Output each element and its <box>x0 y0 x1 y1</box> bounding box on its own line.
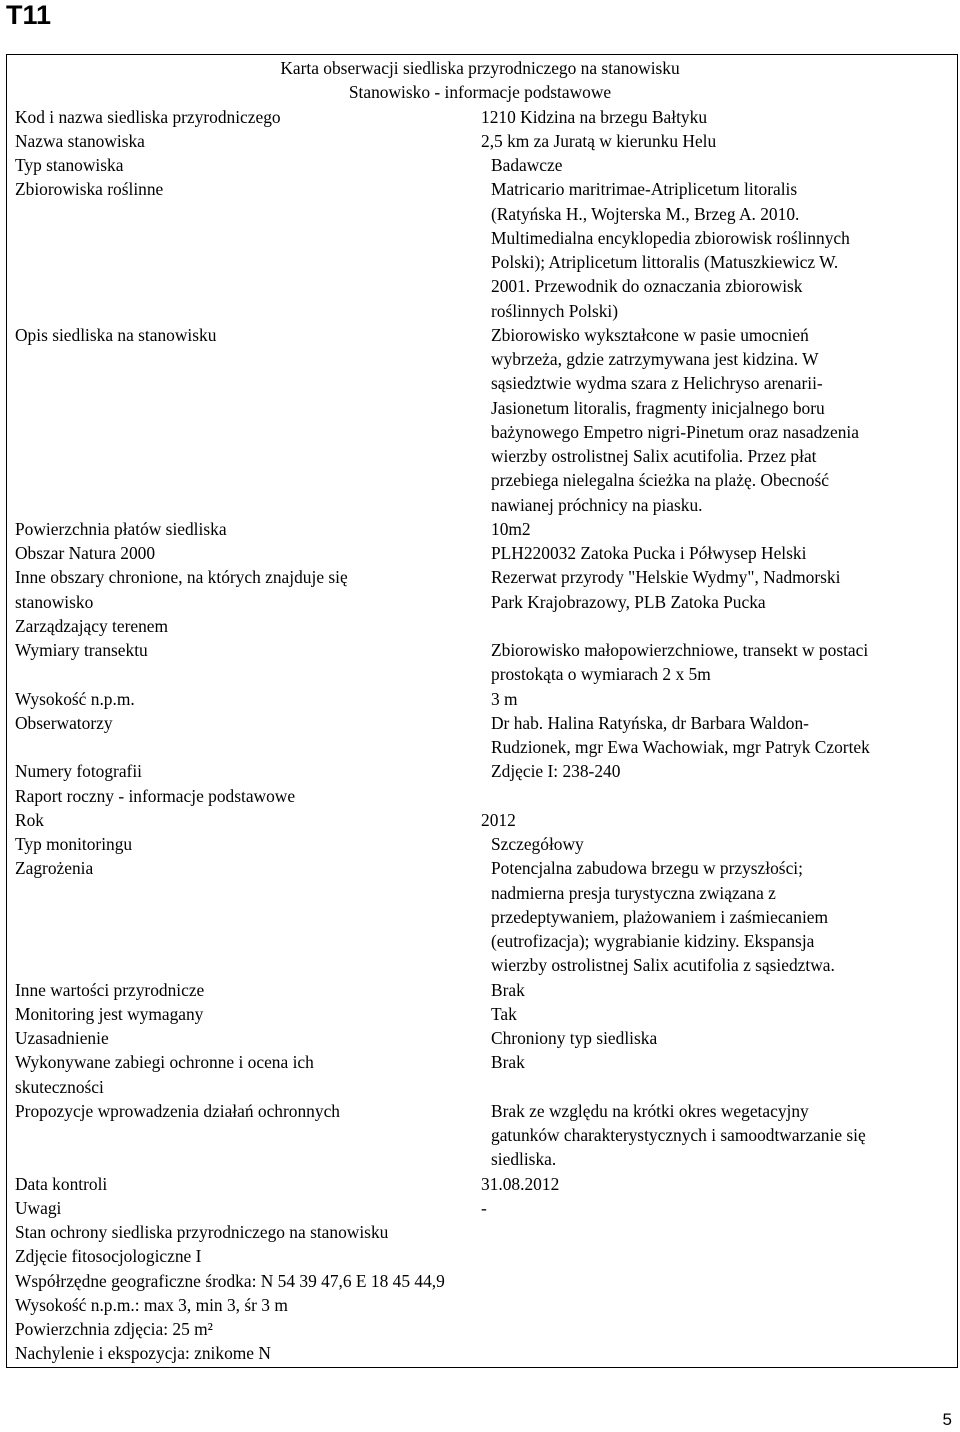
photo-info-line: Współrzędne geograficzne środka: N 54 39 47,6 E 18 45 44,9 <box>15 1270 445 1291</box>
field-label: Numery fotografii <box>15 761 143 782</box>
field-value: 2001. Przewodnik do oznaczania zbiorowisk <box>491 276 803 297</box>
document-label: T11 <box>6 0 52 30</box>
field-label: skuteczności <box>15 1076 104 1097</box>
card-subtitle: Stanowisko - informacje podstawowe <box>348 82 612 103</box>
field-value: nadmierna presja turystyczna związana z <box>491 882 776 903</box>
field-label: Typ stanowiska <box>15 155 124 175</box>
field-value: Park Krajobrazowy, PLB Zatoka Pucka <box>491 591 766 612</box>
field-label: Uzasadnienie <box>15 1028 109 1048</box>
field-value: Tak <box>491 1003 517 1024</box>
field-value: Brak ze względu na krótki okres wegetacyjny <box>491 1100 809 1121</box>
field-label: Stan ochrony siedliska przyrodniczego na stanowisku <box>15 1222 389 1242</box>
field-label: Zarządzający terenem <box>15 615 169 636</box>
field-label: Inne obszary chronione, na których znajduje się <box>15 567 348 588</box>
field-value: 10m2 <box>491 518 531 539</box>
field-value: przedeptywaniem, plażowaniem i zaśmiecaniem <box>491 906 829 927</box>
field-label: Raport roczny - informacje podstawowe <box>15 785 296 806</box>
field-value: Zdjęcie I: 238-240 <box>491 761 621 782</box>
field-value: prostokąta o wymiarach 2 x 5m <box>491 664 711 685</box>
field-value: gatunków charakterystycznych i samoodtwarzanie się <box>491 1125 866 1145</box>
field-value: Szczegółowy <box>491 834 584 854</box>
photo-info-line: Zdjęcie fitosocjologiczne I <box>15 1246 202 1267</box>
field-label: Rok <box>15 809 44 830</box>
field-value: Brak <box>491 979 525 1000</box>
field-value: Dr hab. Halina Ratyńska, dr Barbara Waldon- <box>491 712 809 733</box>
field-label: stanowisko <box>15 591 94 612</box>
field-value: 31.08.2012 <box>481 1173 560 1194</box>
field-value: Polski); Atriplicetum littoralis (Matuszkiewicz W. <box>491 252 839 272</box>
field-value: nawianej próchnicy na piasku. <box>491 494 703 515</box>
field-label: Zbiorowiska roślinne <box>15 179 164 200</box>
field-label: Monitoring jest wymagany <box>15 1003 204 1024</box>
field-label: Obszar Natura 2000 <box>15 543 156 563</box>
field-value: bażynowego Empetro nigri-Pinetum oraz nasadzenia <box>491 421 859 442</box>
field-value: 1210 Kidzina na brzegu Bałtyku <box>481 106 708 127</box>
field-value: wierzby ostrolistnej Salix acutifolia z sąsiedztwa. <box>491 955 835 976</box>
photo-info-line: Nachylenie i ekspozycja: znikome N <box>15 1343 271 1364</box>
field-value: Chroniony typ siedliska <box>491 1028 658 1048</box>
field-value: 2,5 km za Juratą w kierunku Helu <box>481 130 717 151</box>
field-label: Inne wartości przyrodnicze <box>15 979 205 1000</box>
field-value: Zbiorowisko małopowierzchniowe, transekt w postaci <box>491 640 869 660</box>
field-value: Jasionetum litoralis, fragmenty inicjalnego boru <box>491 397 825 418</box>
field-value: wierzby ostrolistnej Salix acutifolia. Przez płat <box>491 446 817 466</box>
field-value: (Ratyńska H., Wojterska M., Brzeg A. 2010. <box>491 203 800 224</box>
field-label: Typ monitoringu <box>15 834 133 854</box>
field-value: Rudzionek, mgr Ewa Wachowiak, mgr Patryk Czortek <box>491 737 870 757</box>
field-value: 2012 <box>481 809 516 830</box>
field-label: Propozycje wprowadzenia działań ochronnych <box>15 1100 340 1121</box>
field-label: Obserwatorzy <box>15 712 113 733</box>
field-label: Uwagi <box>15 1197 62 1218</box>
field-value: Badawcze <box>491 155 563 175</box>
field-label: Wymiary transektu <box>15 640 148 660</box>
field-value: Matricario maritrimae-Atriplicetum litoralis <box>491 179 798 200</box>
field-value: Zbiorowisko wykształcone w pasie umocnień <box>491 324 809 345</box>
page-number: 5 <box>942 1410 952 1429</box>
field-label: Wykonywane zabiegi ochronne i ocena ich <box>15 1052 314 1073</box>
field-value: sąsiedztwie wydma szara z Helichryso arenarii- <box>491 373 823 394</box>
card-title: Karta obserwacji siedliska przyrodniczego na stanowisku <box>280 58 680 78</box>
field-label: Data kontroli <box>15 1173 108 1194</box>
field-value: siedliska. <box>491 1149 557 1170</box>
field-label: Nazwa stanowiska <box>15 130 145 151</box>
field-value: Multimedialna encyklopedia zbiorowisk roślinnych <box>491 227 850 248</box>
photo-info-line: Powierzchnia zdjęcia: 25 m² <box>15 1319 213 1339</box>
field-value: 3 m <box>491 688 518 709</box>
field-value: roślinnych Polski) <box>491 300 619 321</box>
field-value: przebiega nielegalna ścieżka na plażę. Obecność <box>491 470 829 491</box>
field-value: Brak <box>491 1052 525 1073</box>
field-value: (eutrofizacja); wygrabianie kidziny. Ekspansja <box>491 931 815 951</box>
field-label: Wysokość n.p.m. <box>15 688 135 709</box>
field-value: PLH220032 Zatoka Pucka i Półwysep Helski <box>491 543 807 563</box>
field-value: Rezerwat przyrody "Helskie Wydmy", Nadmorski <box>491 567 841 588</box>
field-label: Opis siedliska na stanowisku <box>15 324 217 345</box>
field-value: Potencjalna zabudowa brzegu w przyszłości; <box>491 858 803 879</box>
field-label: Powierzchnia płatów siedliska <box>15 518 227 539</box>
field-value: - <box>481 1197 487 1218</box>
field-value: wybrzeża, gdzie zatrzymywana jest kidzina. W <box>491 349 819 369</box>
field-label: Zagrożenia <box>15 858 94 879</box>
photo-info-line: Wysokość n.p.m.: max 3, min 3, śr 3 m <box>15 1294 288 1315</box>
field-label: Kod i nazwa siedliska przyrodniczego <box>15 106 281 127</box>
